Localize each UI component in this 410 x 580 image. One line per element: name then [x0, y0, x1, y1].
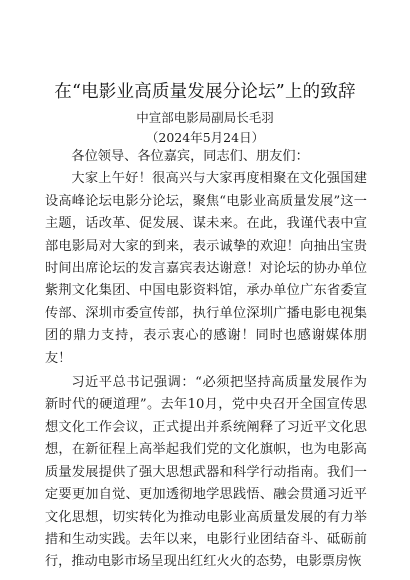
date-line: （2024年5月24日） — [145, 130, 265, 145]
author-line: 中宣部电影局副局长毛羽 — [136, 110, 274, 125]
greeting-paragraph: 各位领导、各位嘉宾，同志们、朋友们： — [71, 149, 309, 164]
speech-body — [45, 146, 367, 574]
body-paragraph-1: 大家上午好！很高兴与大家再度相聚在文化强国建设高峰论坛电影分论坛，聚焦“电影业高质量发展”这一主题，话改革、促发展、谋未来。在此，我谨代表中宣部电影局对大家的到来，表示诚挚的欢迎！向抽出宝贵时间出席论坛的发言嘉宾表达谢意！对论坛的协办单位紫荆文化集团、中国电影资料馆，承办单位广东省委宣传部、深圳市委宣传部，执行单位深圳广播电影电视集团的鼎力支持，表示衷心的感谢！同时也感谢媒体朋友！ — [45, 171, 367, 366]
speech-title: 在“电影业高质量发展分论坛”上的致辞 — [54, 82, 356, 102]
body-paragraph-2: 习近平总书记强调：“必须把坚持高质量发展作为新时代的硬道理”。去年10月，党中央召开全国宣传思想文化工作会议，正式提出并系统阐释了习近平文化思想，在新征程上高举起我们党的文化旗帜，也为电影高质量发展提供了强大思想武器和科学行动指南。我们一定要更加自觉、更加透彻地学思践悟、融会贯通习近平文化思想，切实转化为推动电影业高质量发展的有力举措和生动实践。去年以来，电影行业团结奋斗、砥砺前行，推动电影市场呈现出红红火火的态势，电影票房恢 — [45, 375, 367, 570]
